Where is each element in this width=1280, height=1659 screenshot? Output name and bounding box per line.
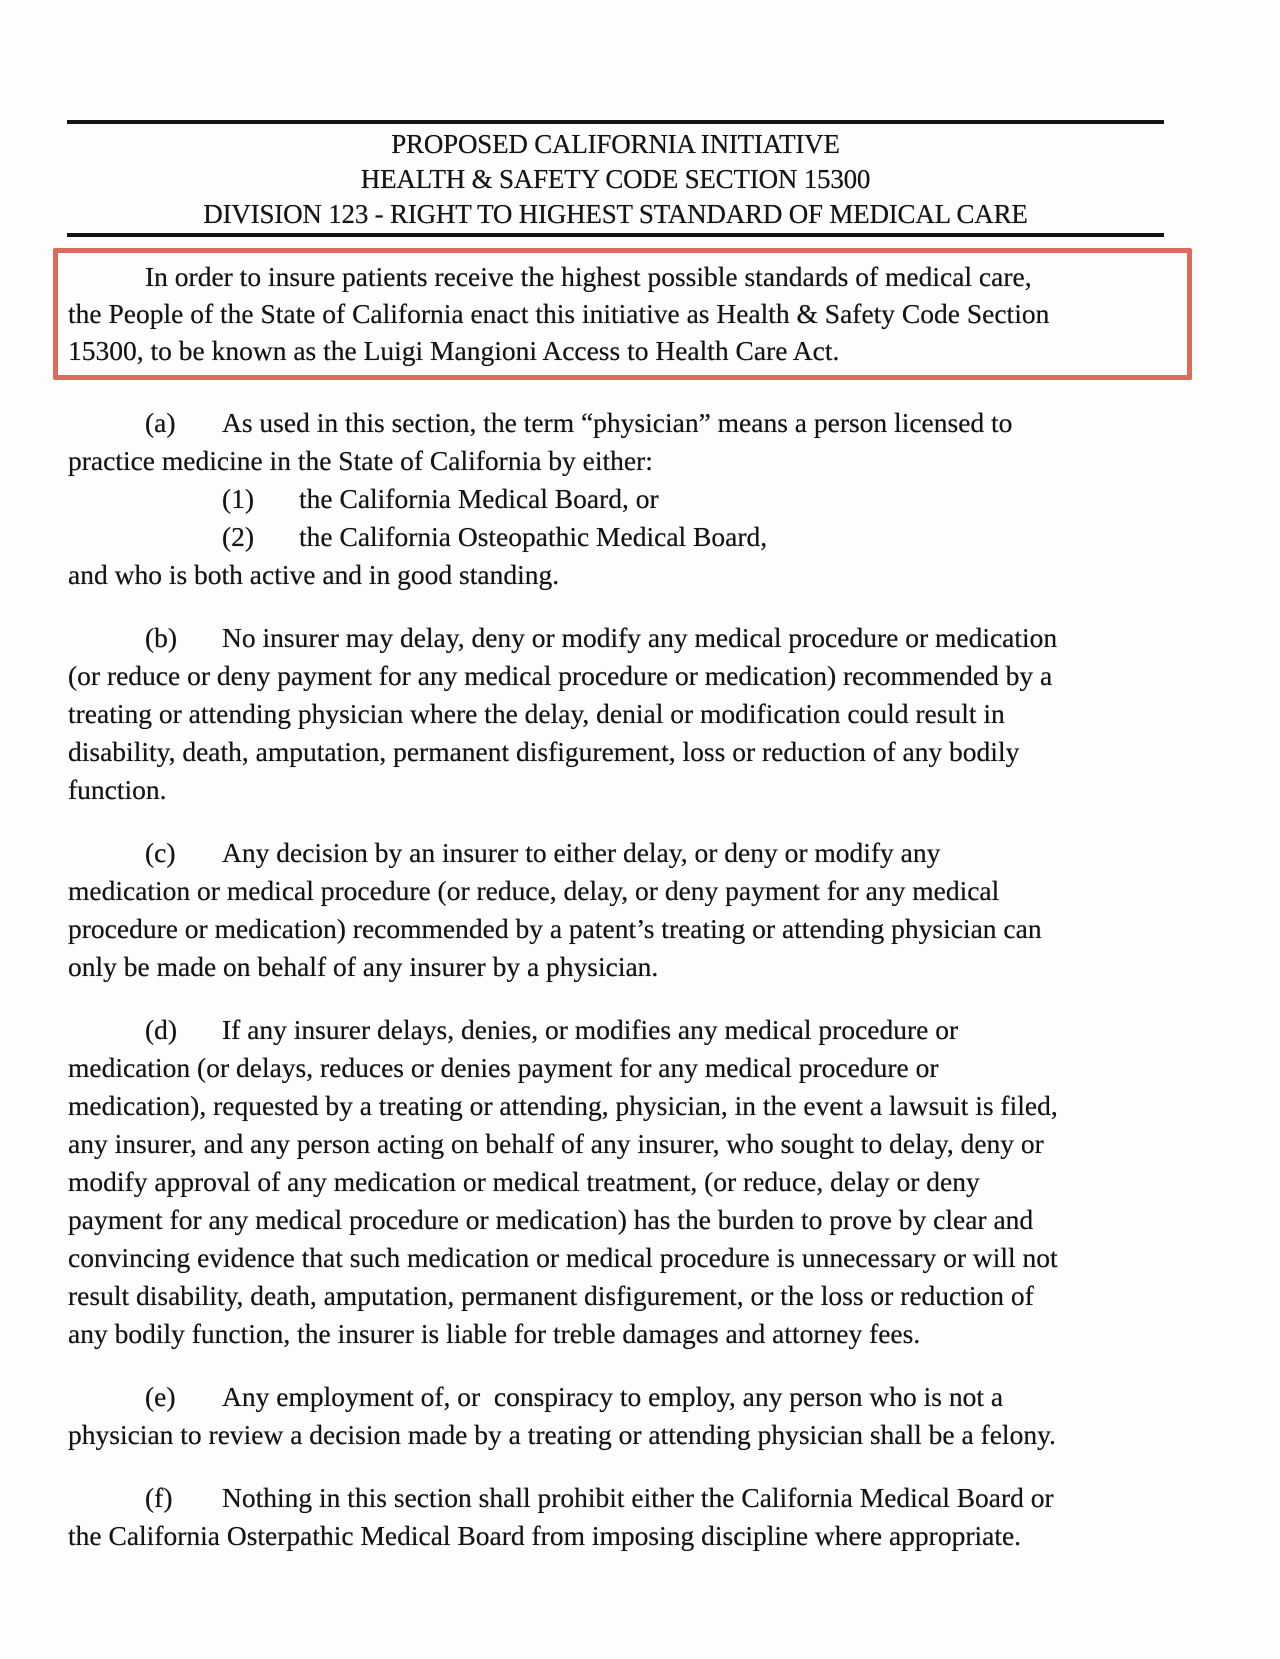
paragraph-d-line: modify approval of any medication or medical treatment, (or reduce, delay or deny [68,1166,980,1197]
paragraph-a [68,404,1280,594]
paragraph-f-line: the California Osterpathic Medical Board from imposing discipline where appropriate. [68,1520,1022,1551]
document-body [68,404,1280,1555]
paragraph-c-line: medication or medical procedure (or reduce, delay, or deny payment for any medical [68,875,1000,906]
red-annotation-box [53,248,1192,380]
paragraph-b-line: treating or attending physician where the delay, denial or modification could result in [68,698,1005,729]
paragraph-d-line: any insurer, and any person acting on behalf of any insurer, who sought to delay, deny or [68,1128,1044,1159]
paragraph-d-line: medication), requested by a treating or attending, physician, in the event a lawsuit is filed, [68,1090,1058,1121]
paragraph-e [68,1378,1280,1454]
document-header [67,120,1164,237]
paragraph-e-line: (e) Any employment of, or conspiracy to employ, any person who is not a [68,1381,1004,1412]
paragraph-a-subitem-1: (1) the California Medical Board, or [68,483,659,514]
paragraph-c-line: (c) Any decision by an insurer to either delay, or deny or modify any [68,837,941,868]
paragraph-f [68,1479,1280,1555]
paragraph-c-line: only be made on behalf of any insurer by a physician. [68,951,659,982]
paragraph-d [68,1011,1280,1353]
paragraph-b-line: (b) No insurer may delay, deny or modify any medical procedure or medication [68,622,1058,653]
paragraph-a-line: (a) As used in this section, the term “physician” means a person licensed to [68,407,1013,438]
paragraph-d-line: medication (or delays, reduces or denies payment for any medical procedure or [68,1052,939,1083]
paragraph-d-line: convincing evidence that such medication or medical procedure is unnecessary or will not [68,1242,1058,1273]
paragraph-d-line: (d) If any insurer delays, denies, or modifies any medical procedure or [68,1014,959,1045]
enactment-clause-line: the People of the State of California enact this initiative as Health & Safety Code Section [68,298,1050,329]
enactment-clause-line: In order to insure patients receive the highest possible standards of medical care, [68,261,1032,292]
paragraph-d-line: payment for any medical procedure or medication) has the burden to prove by clear and [68,1204,1034,1235]
paragraph-a-subitem-2: (2) the California Osteopathic Medical Board, [68,521,768,552]
document-title-line-3: DIVISION 123 - RIGHT TO HIGHEST STANDARD OF MEDICAL CARE [203,199,1028,229]
paragraph-b [68,619,1280,809]
paragraph-c-line: procedure or medication) recommended by a patent’s treating or attending physician can [68,913,1042,944]
paragraph-c [68,834,1280,986]
paragraph-a-line: practice medicine in the State of California by either: [68,445,653,476]
paragraph-f-line: (f) Nothing in this section shall prohibit either the California Medical Board or [68,1482,1054,1513]
paragraph-b-line: (or reduce or deny payment for any medical procedure or medication) recommended by a [68,660,1053,691]
paragraph-e-line: physician to review a decision made by a treating or attending physician shall be a felony. [68,1419,1056,1450]
document-title-line-1: PROPOSED CALIFORNIA INITIATIVE [391,129,840,159]
document-title-line-2: HEALTH & SAFETY CODE SECTION 15300 [360,164,871,194]
paragraph-b-line: disability, death, amputation, permanent disfigurement, loss or reduction of any bodily [68,736,1020,767]
paragraph-b-line: function. [68,774,167,805]
enactment-clause-line: 15300, to be known as the Luigi Mangioni Access to Health Care Act. [68,335,840,366]
paragraph-d-line: result disability, death, amputation, permanent disfigurement, or the loss or reduction of [68,1280,1034,1311]
header-bottom-rule [67,233,1164,237]
document-title [67,124,1164,233]
paragraph-d-line: any bodily function, the insurer is liable for treble damages and attorney fees. [68,1318,921,1349]
paragraph-a-line: and who is both active and in good standing. [68,559,560,590]
